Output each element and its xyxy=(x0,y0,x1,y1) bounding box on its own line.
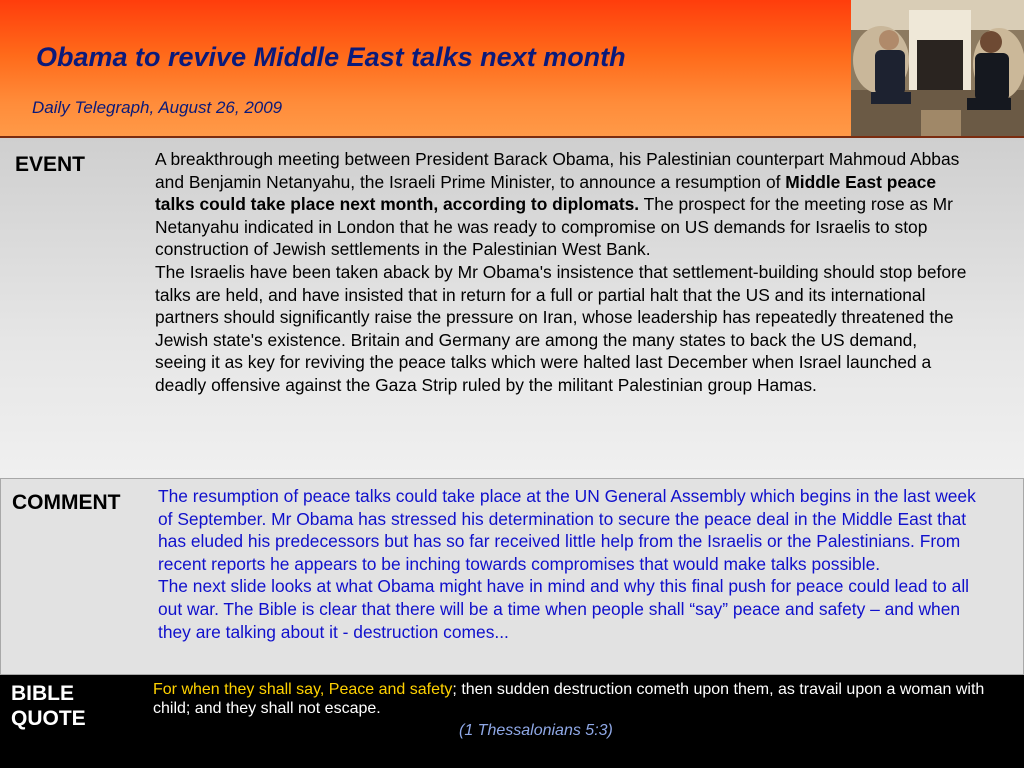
comment-text xyxy=(158,485,988,643)
bible-label-line-2: QUOTE xyxy=(11,707,86,730)
bible-quote-text xyxy=(153,680,1019,718)
quote-highlight: For when they shall say, Peace and safety xyxy=(153,681,453,698)
event-p1-part1: A breakthrough meeting between President Barack Obama, his Palestinian counterpart Mahmoud Abbas and Benjamin Netanyahu, the Israeli Prime Minister, to announce a resumption of xyxy=(155,149,960,192)
slide-title: Obama to revive Middle East talks next month xyxy=(36,42,626,72)
event-label: EVENT xyxy=(15,153,86,176)
header-banner xyxy=(0,0,1024,137)
comment-paragraph-1: The resumption of peace talks could take place at the UN General Assembly which begins in the last week of September. Mr Obama has stressed his determination to secure the peace deal in the Middle East that has eluded his predecessors but has so far received little help from the Israelis or the Palestinians. From recent reports he appears to be inching towards compromises that would make talks possible. xyxy=(158,486,976,574)
event-section xyxy=(0,138,1024,478)
scripture-reference: (1 Thessalonians 5:3) xyxy=(459,722,613,739)
event-p1-part2: The prospect for the meeting rose as Mr Netanyahu indicated in London that he was ready to compromise on US demands for Israelis to stop construction of Jewish settlements in the Palestinian West Bank. xyxy=(155,194,953,260)
quote-rest: ; then sudden destruction cometh upon them, as travail upon a woman with child; and they shall not escape. xyxy=(153,681,985,717)
bible-label-line-1: BIBLE xyxy=(11,682,74,705)
bible-quote-label xyxy=(11,681,86,731)
news-photo xyxy=(851,0,1024,137)
comment-label: COMMENT xyxy=(12,491,121,514)
event-text xyxy=(155,148,970,397)
comment-section xyxy=(0,478,1024,675)
event-paragraph-1 xyxy=(155,148,970,261)
event-p1-bold: Middle East peace talks could take place next month, according to diplomats. xyxy=(155,171,937,215)
event-paragraph-2: The Israelis have been taken aback by Mr Obama's insistence that settlement-building should stop before talks are held, and have insisted that in return for a full or partial halt that the US and its international partners should significantly raise the pressure on Iran, whose leadership has repeatedly threatened the Jewish state's existence. Britain and Germany are among the many states to back the US demand, seeing it as key for reviving the peace talks which were halted last December when Israel launched a deadly offensive against the Gaza Strip ruled by the militant Palestinian group Hamas. xyxy=(155,261,967,395)
comment-paragraph-2: The next slide looks at what Obama might have in mind and why this final push for peace could lead to all out war. The Bible is clear that there will be a time when people shall “say” peace and safety – and when they are talking about it - destruction comes... xyxy=(158,576,970,642)
source-citation: Daily Telegraph, August 26, 2009 xyxy=(32,98,283,117)
bible-quote-section xyxy=(0,675,1024,768)
